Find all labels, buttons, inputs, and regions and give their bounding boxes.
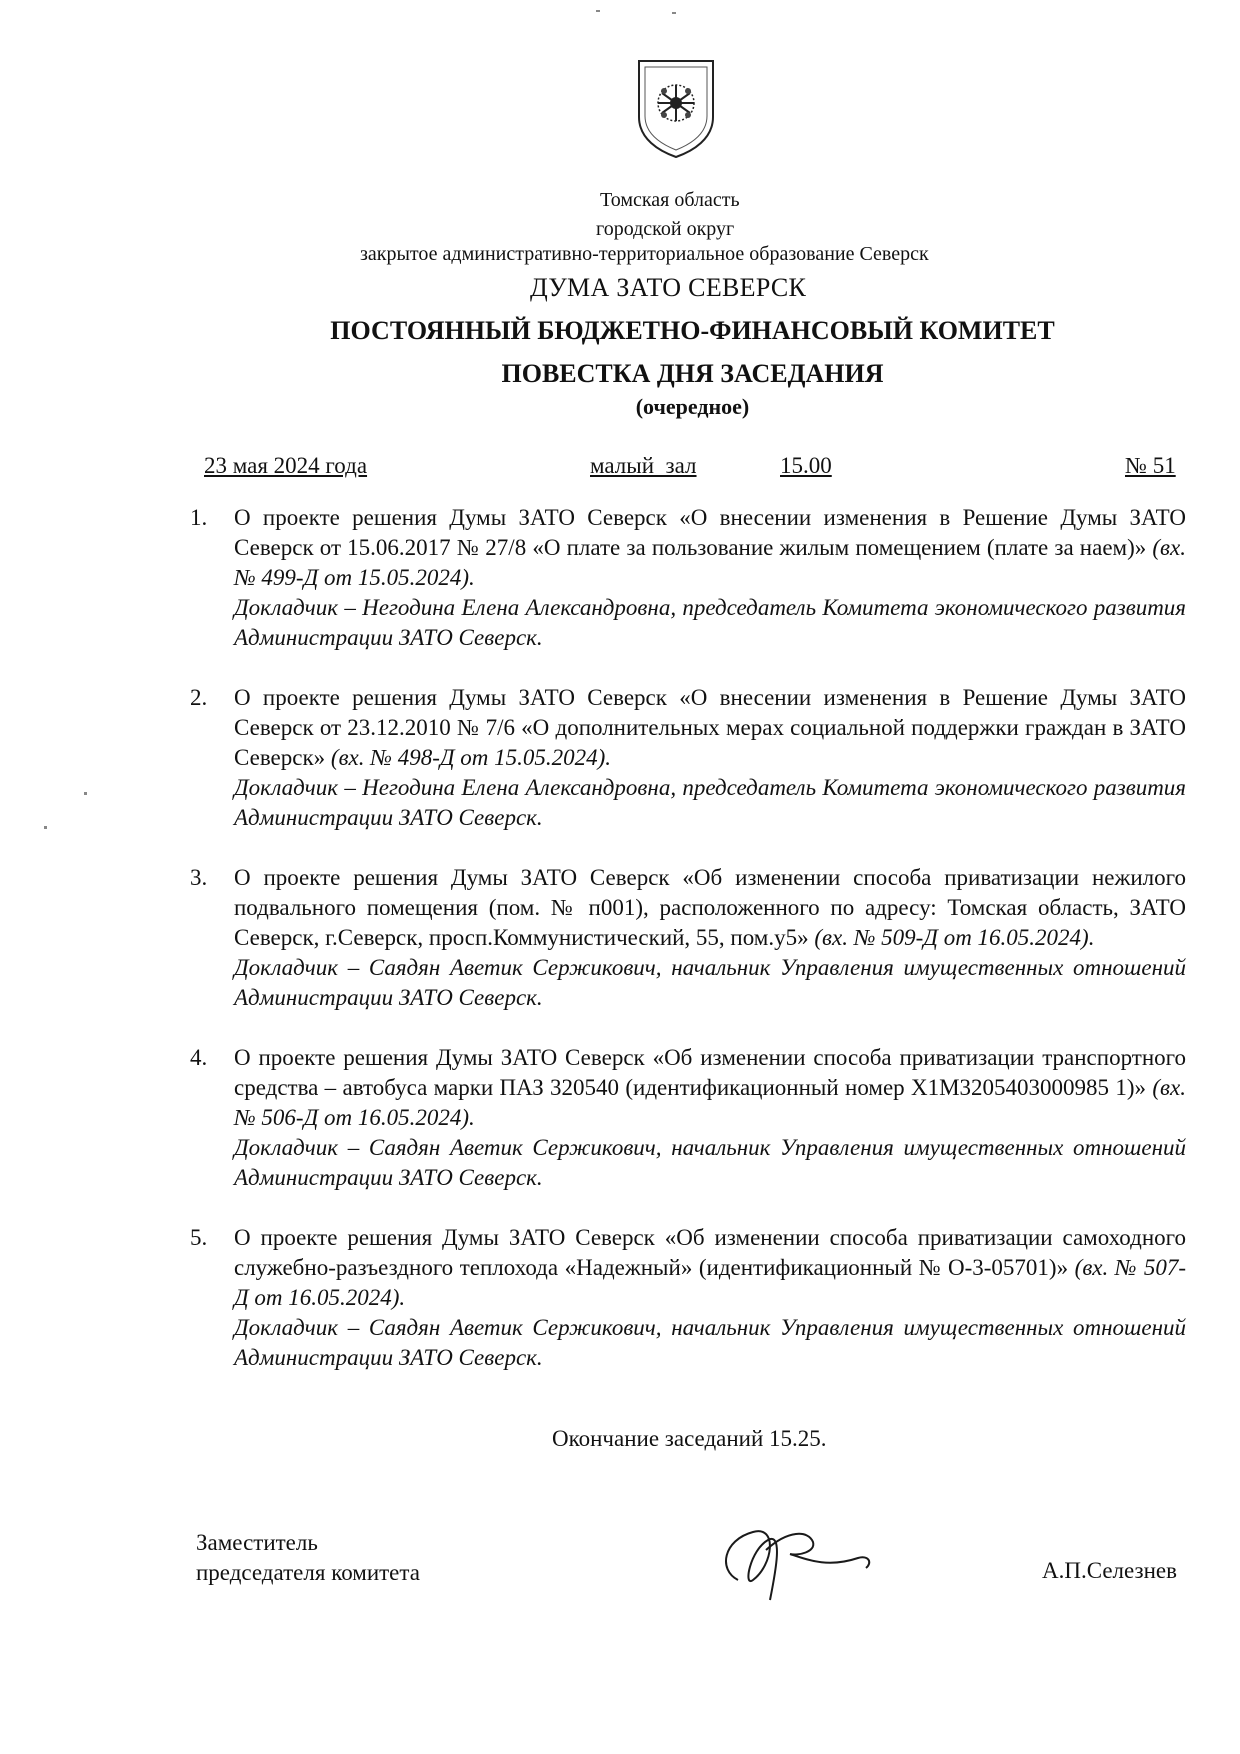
agenda-item-text: О проекте решения Думы ЗАТО Северск «О внесении изменения в Решение Думы ЗАТО Северск от 23.12.2010 № 7/6 «О дополнительных мерах социальной поддержки граждан в ЗАТО Северск» — [234, 685, 1186, 770]
agenda-item — [190, 503, 1186, 653]
agenda-item-text: О проекте решения Думы ЗАТО Северск «Об изменении способа приватизации транспортного средства – автобуса марки ПАЗ 320540 (идентификационный номер X1M3205403000985 1)» — [234, 1045, 1186, 1100]
agenda-item-text: О проекте решения Думы ЗАТО Северск «Об изменении способа приватизации нежилого подвального помещения (пом. № п001), расположенного по адресу: Томская область, ЗАТО Северск, г.Северск, просп.Коммунистический, 55, пом.у5» — [234, 865, 1186, 950]
agenda-item-speaker: Докладчик – Негодина Елена Александровна, председатель Комитета экономического развития Администрации ЗАТО Северск. — [234, 595, 1186, 650]
handwritten-signature-icon — [698, 1510, 898, 1610]
agenda-item-ref: (вх. № 507-Д от 16.05.2024). — [234, 1255, 1187, 1310]
agenda-item-speaker: Докладчик – Саядян Аветик Сержикович, начальник Управления имущественных отношений Администрации ЗАТО Северск. — [234, 1315, 1186, 1370]
session-type: (очередное) — [635, 394, 750, 419]
scan-speck — [44, 826, 47, 829]
coat-of-arms-icon — [631, 55, 721, 160]
agenda-item — [190, 1223, 1186, 1373]
signatory-title — [196, 1528, 420, 1588]
agenda-item — [190, 683, 1186, 833]
header-district: городской округ — [596, 218, 735, 240]
agenda-item-number: 3. — [190, 865, 208, 890]
signatory-title-line2: председателя комитета — [196, 1560, 420, 1585]
agenda-item-number: 5. — [190, 1225, 208, 1250]
header-zato: закрытое административно-территориальное образование Северск — [360, 243, 929, 265]
agenda-item-speaker: Докладчик – Саядян Аветик Сержикович, начальник Управления имущественных отношений Администрации ЗАТО Северск. — [234, 955, 1186, 1010]
duma-title: ДУМА ЗАТО СЕВЕРСК — [530, 273, 807, 302]
agenda-item-ref: (вх. № 498-Д от 15.05.2024). — [330, 745, 612, 770]
agenda-item-ref: (вх. № 499-Д от 15.05.2024). — [234, 535, 1186, 590]
header-region: Томская область — [600, 189, 740, 211]
committee-title: ПОСТОЯННЫЙ БЮДЖЕТНО-ФИНАНСОВЫЙ КОМИТЕТ — [330, 316, 1055, 345]
meeting-number: № 51 — [1125, 453, 1176, 478]
meeting-room: малый зал — [590, 453, 697, 478]
agenda-item — [190, 863, 1186, 1013]
agenda-item-ref: (вх. № 509-Д от 16.05.2024). — [814, 925, 1095, 950]
agenda-item-text: О проекте решения Думы ЗАТО Северск «Об изменении способа приватизации самоходного служебно-разъездного теплохода «Надежный» (идентификационный № О-3-05701)» — [234, 1225, 1186, 1280]
meeting-time: 15.00 — [780, 453, 832, 478]
meeting-date: 23 мая 2024 года — [204, 453, 368, 478]
agenda-item-speaker: Докладчик – Саядян Аветик Сержикович, начальник Управления имущественных отношений Администрации ЗАТО Северск. — [234, 1135, 1186, 1190]
signatory-name: А.П.Селезнев — [1042, 1558, 1177, 1583]
agenda-item-number: 4. — [190, 1045, 208, 1070]
scan-speck — [672, 12, 676, 14]
scan-speck — [596, 10, 600, 12]
agenda-item-speaker: Докладчик – Негодина Елена Александровна, председатель Комитета экономического развития Администрации ЗАТО Северск. — [234, 775, 1186, 830]
agenda-item-ref: (вх. № 506-Д от 16.05.2024). — [234, 1075, 1186, 1130]
signatory-title-line1: Заместитель — [196, 1530, 318, 1555]
agenda-list — [190, 503, 1186, 1403]
scan-speck — [84, 792, 87, 795]
agenda-item-number: 2. — [190, 685, 208, 710]
agenda-item-number: 1. — [190, 505, 208, 530]
agenda-item-text: О проекте решения Думы ЗАТО Северск «О внесении изменения в Решение Думы ЗАТО Северск от 15.06.2017 № 27/8 «О плате за пользование жилым помещением (плате за наем)» — [234, 505, 1186, 560]
session-closing: Окончание заседаний 15.25. — [552, 1426, 827, 1451]
agenda-title: ПОВЕСТКА ДНЯ ЗАСЕДАНИЯ — [501, 359, 884, 388]
agenda-item — [190, 1043, 1186, 1193]
